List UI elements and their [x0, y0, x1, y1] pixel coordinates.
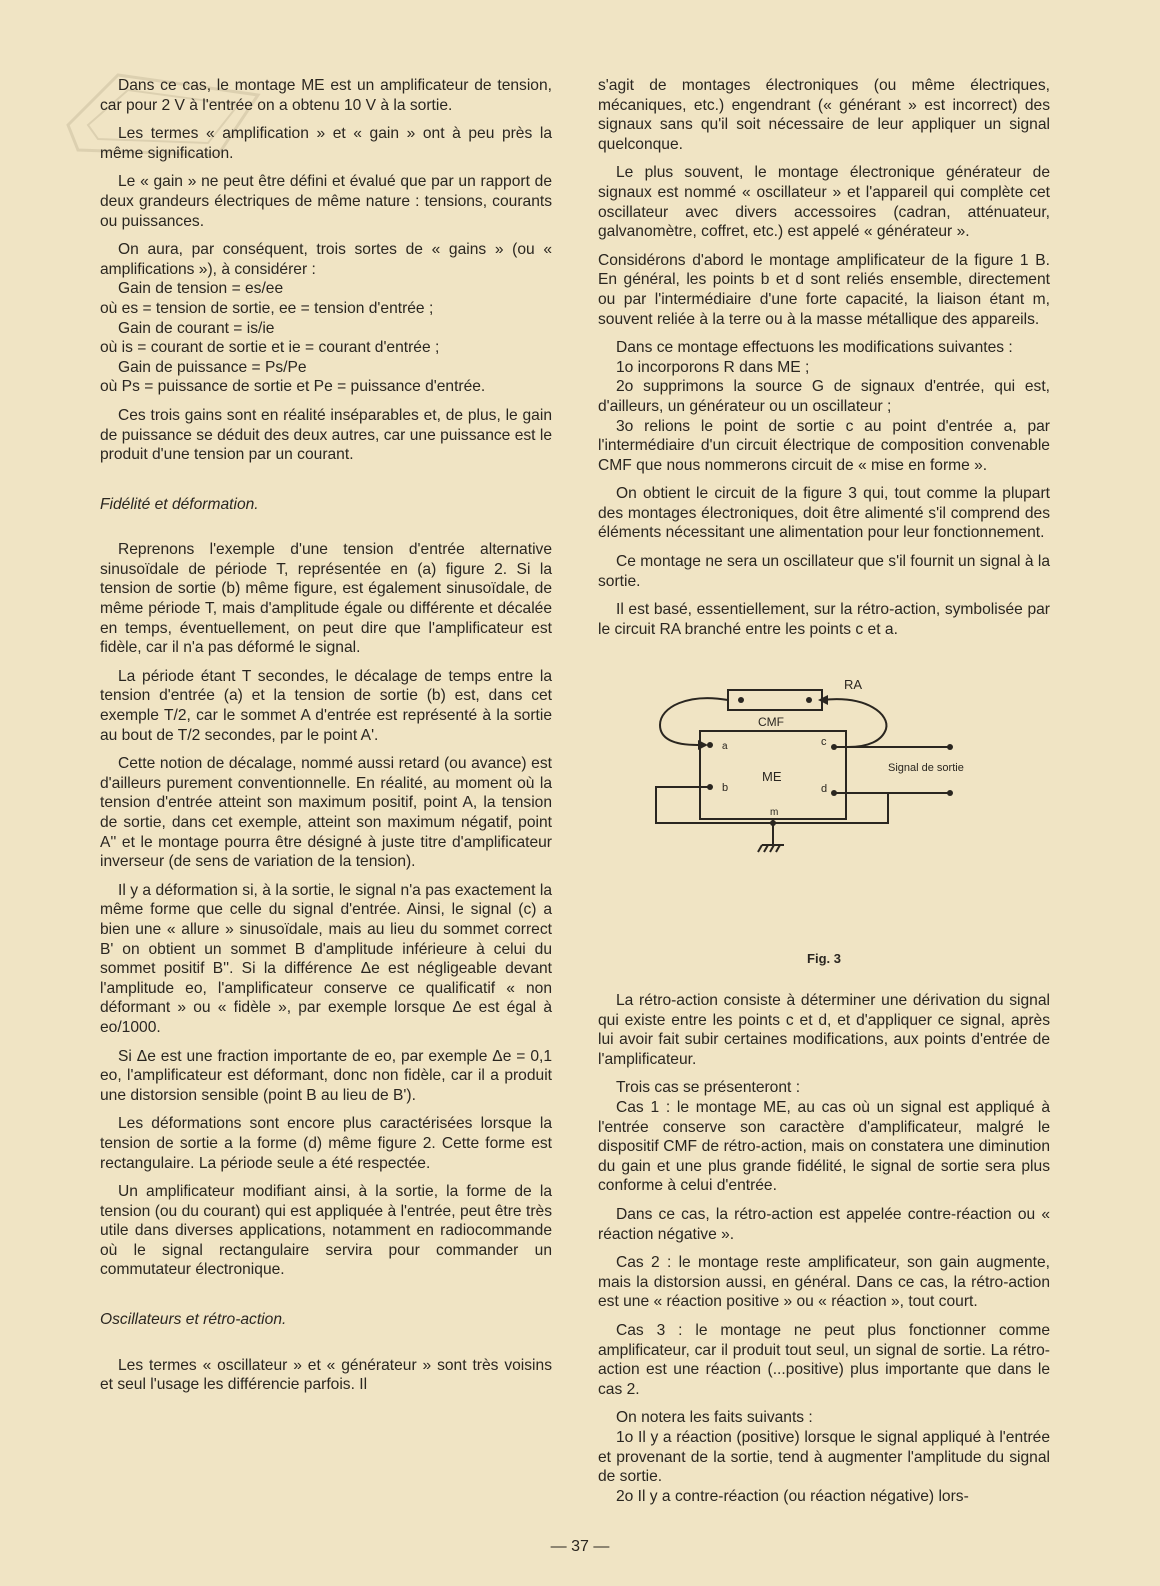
- right-paragraph: Cas 2 : le montage reste amplificateur, son gain augmente, mais la distorsion aussi, en général. Dans ce cas, la rétro-action est une « réaction positive » ou « réaction », tout court.: [598, 1254, 1050, 1311]
- list-item: 3o relions le point de sortie c au point d'entrée a, par l'intermédiaire d'un circuit électrique de composition convenable CMF que nous nommerons circuit de « mise en forme ».: [598, 417, 1050, 474]
- list-item: 2o supprimons la source G de signaux d'entrée, qui est, d'ailleurs, un générateur ou un oscillateur ;: [598, 378, 1050, 415]
- left-paragraph: Les termes « amplification » et « gain » ont à peu près la même signification.: [100, 125, 552, 162]
- left-paragraph: Si Δe est une fraction importante de eo, par exemple Δe = 0,1 eo, l'amplificateur est déformant, donc non fidèle, car il a produit une distorsion sensible (point B au lieu de B').: [100, 1047, 552, 1104]
- formula-definition: où is = courant de sortie et ie = courant d'entrée ;: [100, 339, 440, 357]
- right-paragraph: Ce montage ne sera un oscillateur que s'il fournit un signal à la sortie.: [598, 553, 1050, 590]
- formula-gain-puissance: Gain de puissance = Ps/Pe: [118, 358, 307, 376]
- right-paragraph: Dans ce montage effectuons les modifications suivantes :: [616, 339, 1013, 357]
- formula-definition: où Ps = puissance de sortie et Pe = puissance d'entrée.: [100, 378, 486, 396]
- label-d: d: [821, 783, 828, 796]
- circuit-diagram: [598, 677, 1050, 935]
- right-paragraph: Cas 1 : le montage ME, au cas où un signal est appliqué à l'entrée conserve son caractère d'amplificateur, malgré le dispositif CMF de rétro-action, mais on constatera une diminution du gain et une plus grande fidélité, le signal de sortie sera plus conforme à celui d'entrée.: [598, 1099, 1050, 1195]
- right-paragraph: La rétro-action consiste à déterminer une dérivation du signal qui existe entre les points c et d, et d'appliquer ce signal, après lui avoir fait subir certaines modifications, aux points d'entrée de l'amplificateur.: [598, 992, 1050, 1068]
- section-heading-oscillateurs: Oscillateurs et rétro-action.: [100, 1311, 287, 1329]
- formula-gain-tension: Gain de tension = es/ee: [118, 280, 284, 298]
- section-heading-fidelite: Fidélité et déformation.: [100, 495, 259, 513]
- right-paragraph: On obtient le circuit de la figure 3 qui, tout comme la plupart des montages électroniques, doit être alimenté s'il comprend des éléments nécessitant une alimentation pour leur fonctionnement.: [598, 485, 1050, 542]
- left-paragraph: Les termes « oscillateur » et « générateur » sont très voisins et seul l'usage les différencie parfois. Il: [100, 1356, 552, 1394]
- figure-3-circuit: [598, 677, 1050, 935]
- feedback-arrowhead: [698, 740, 708, 750]
- right-column: [598, 76, 1050, 1515]
- left-paragraph: La période étant T secondes, le décalage de temps entre la tension d'entrée (a) et la tension de sortie (b) est, dans cet exemple T/2, car le sommet A d'entrée est représenté à la sortie au bout de T/2 secondes, par le point A'.: [100, 667, 552, 744]
- left-paragraph: Cette notion de décalage, nommé aussi retard (ou avance) est d'ailleurs purement conventionnelle. En réalité, au moment où la tension d'entrée atteint son maximum positif, point A, la tension de sortie, dans cet exemple, atteint son maximum négatif, point A'' et le montage pourra être désigné à juste titre d'amplificateur inverseur (de sens de variation de la tension).: [100, 755, 552, 871]
- left-paragraph: Il y a déformation si, à la sortie, le signal n'a pas exactement la même forme que celle du signal d'entrée. Ainsi, le signal (c) a bien une « allure » sinusoïdale, mais au lieu du sommet correct B' on obtient un sommet B d'amplitude inférieure à celui du sommet positif B''. Si la différence Δe est négligeable devant l'amplitude eo, l'amplificateur conserve ce qualificatif « non déformant » ou « fidèle », par exemple lorsque Δe est égal à eo/1000.: [100, 881, 552, 1036]
- formula-definition: où es = tension de sortie, ee = tension d'entrée ;: [100, 299, 434, 317]
- right-paragraph: Cas 3 : le montage ne peut plus fonctionner comme amplificateur, car il produit tout seul, un signal de sortie. La rétro-action est une réaction (...positive) plus importante que dans le cas 2.: [598, 1321, 1050, 1398]
- right-paragraph: 1o Il y a réaction (positive) lorsque le signal appliqué à l'entrée et provenant de la sortie, tend à augmenter l'amplitude du signal de sortie.: [598, 1428, 1050, 1486]
- formula-gain-courant: Gain de courant = is/ie: [118, 319, 275, 337]
- label-me: ME: [762, 769, 782, 785]
- left-paragraph: Ces trois gains sont en réalité inséparables et, de plus, le gain de puissance se déduit des deux autres, car une puissance est le produit d'une tension par un courant.: [100, 406, 552, 464]
- label-ra: RA: [844, 677, 863, 693]
- label-output: Signal de sortie: [888, 762, 964, 775]
- page-number: — 37 —: [550, 1538, 610, 1555]
- left-paragraph: Reprenons l'exemple d'une tension d'entrée alternative sinusoïdale de période T, représentée en (a) figure 2. Si la tension de sortie (b) même figure, est également sinusoïdale, de même période T, mais d'amplitude égale ou différente et décalée en temps, éventuellement, on peut dire que l'amplificateur est fidèle, car il n'a pas déformé le signal.: [100, 541, 552, 657]
- right-paragraph: 2o Il y a contre-réaction (ou réaction négative) lors-: [616, 1487, 969, 1505]
- left-paragraph: Le « gain » ne peut être défini et évalué que par un rapport de deux grandeurs électriques de même nature : tensions, courants ou puissances.: [100, 173, 552, 230]
- left-paragraph: Dans ce cas, le montage ME est un amplificateur de tension, car pour 2 V à l'entrée on a obtenu 10 V à la sortie.: [100, 77, 552, 114]
- right-paragraph: Dans ce cas, la rétro-action est appelée contre-réaction ou « réaction négative ».: [598, 1205, 1050, 1243]
- right-paragraph: s'agit de montages électroniques (ou même électriques, mécaniques, etc.) engendrant (« générant » est incorrect) des signaux sans qu'il soit nécessaire de leur appliquer un signal quelconque.: [598, 77, 1050, 153]
- list-item: 1o incorporons R dans ME ;: [616, 358, 810, 376]
- label-c: c: [821, 736, 827, 749]
- feedback-arc-left: [660, 699, 728, 746]
- right-paragraph: On notera les faits suivants :: [616, 1409, 813, 1427]
- label-cmf: CMF: [758, 715, 784, 730]
- label-a: a: [722, 741, 728, 753]
- right-paragraph: Considérons d'abord le montage amplificateur de la figure 1 B. En général, les points b et d sont reliés ensemble, directement ou par l'intermédiaire d'une forte capacité, la liaison étant m, souvent reliée à la terre ou à la masse métallique des appareils.: [598, 251, 1050, 328]
- right-paragraph: Le plus souvent, le montage électronique générateur de signaux est nommé « oscillateur » et l'appareil qui complète cet oscillateur avec divers accessoires (cadran, atténuateur, galvanomètre, coffret, etc.) est appelé « générateur ».: [598, 164, 1050, 241]
- right-paragraph: Il est basé, essentiellement, sur la rétro-action, symbolisée par le circuit RA branché entre les points c et a.: [598, 601, 1050, 638]
- left-paragraph: Les déformations sont encore plus caractérisées lorsque la tension de sortie a la forme (d) même figure 2. Cette forme est rectangulaire. La période seule a été respectée.: [100, 1115, 552, 1172]
- left-paragraph: On aura, par conséquent, trois sortes de « gains » (ou « amplifications »), à considérer :: [100, 241, 552, 278]
- left-column: [100, 76, 552, 1404]
- feedback-arc-right: [822, 700, 886, 748]
- right-paragraph: Trois cas se présenteront :: [616, 1079, 801, 1097]
- left-paragraph: Un amplificateur modifiant ainsi, à la sortie, la forme de la tension (ou du courant) qui est appliquée à l'entrée, peut être très utile dans diverses applications, notamment en radiocommande où le signal rectangulaire servira pour commander un commutateur électronique.: [100, 1183, 552, 1279]
- label-b: b: [722, 782, 729, 795]
- figure-caption: Fig. 3: [807, 951, 841, 967]
- label-m: m: [770, 807, 779, 819]
